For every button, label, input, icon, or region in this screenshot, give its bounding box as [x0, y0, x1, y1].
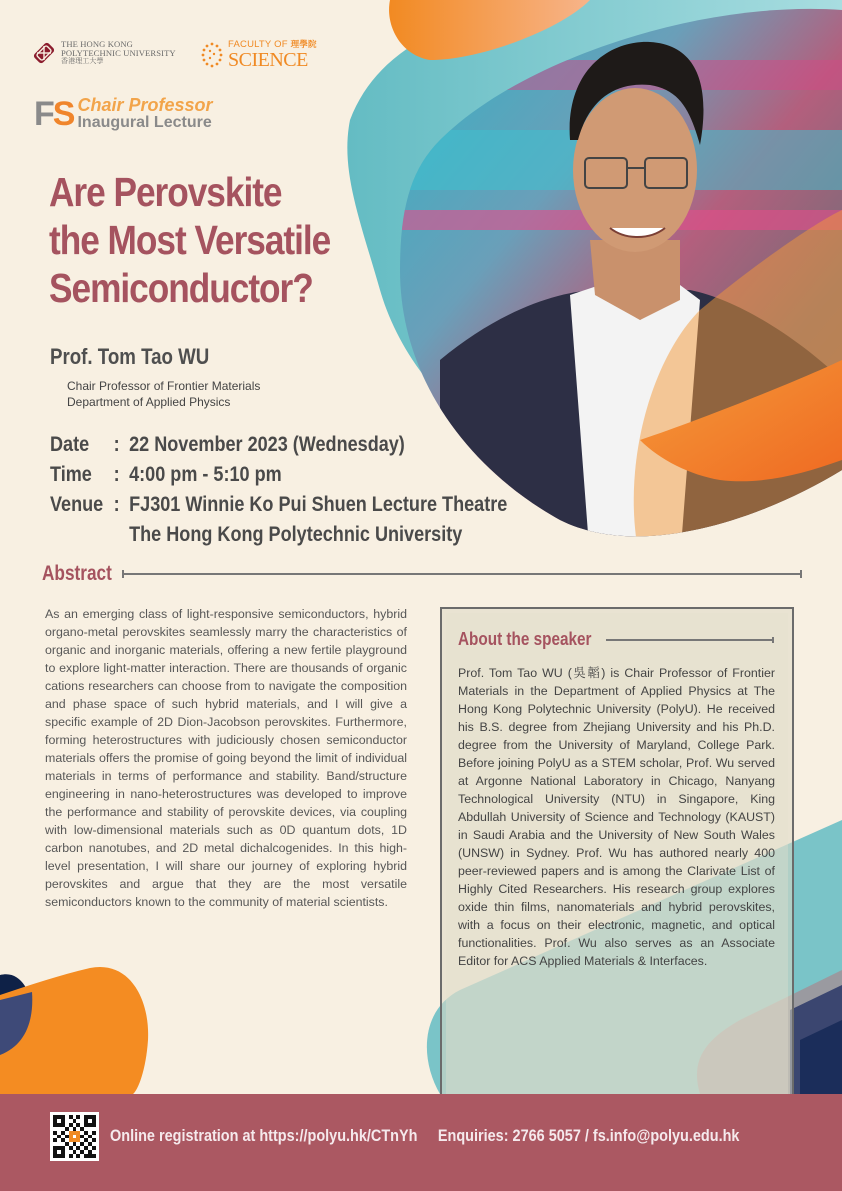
fos-logo-line1: FACULTY OF: [228, 39, 288, 51]
series-badge-line2: Inaugural Lecture: [77, 114, 212, 131]
series-badge: [34, 96, 213, 131]
time-label: Time: [50, 463, 92, 486]
abstract-body: As an emerging class of light-responsive semiconductors, hybrid organo-metal perovskites seamlessly marry the characteristics of organic and inorganic materials, offering a new fertile playground to explore light-matter interaction. There are thousands of organic cations researchers can choose from to navigate the composition and phase space of such hybrid materials, and I will give a specific example of 2D Dion-Jacobson perovskites. Furthermore, forming heterostructures with judiciously chosen semiconductor materials offers the promise of going beyond the limit of individual materials in terms of performance and stability. Band/structure engineering in nano-heterostructures was developed to improve the performance and stability of perovskite devices, via coupling with low-dimensional materials such as 0D quantum dots, 1D carbon nanotubes, and 2D metal dichalcogenides. In this high-level presentation, I will share our journey of exploring hybrid perovskites and argue that they are the most versatile semiconductors known to the community of material scientists.: [45, 607, 407, 909]
polyu-logo-line1: THE HONG KONG: [61, 39, 133, 49]
polyu-knot-icon: [32, 41, 56, 65]
date-value: 22 November 2023 (Wednesday): [129, 433, 405, 456]
science-dots-icon: [200, 40, 224, 70]
venue-value-line1: FJ301 Winnie Ko Pui Shuen Lecture Theatre: [129, 493, 508, 516]
arrow-line: [606, 639, 774, 641]
lecture-title: [49, 168, 384, 312]
date-row: Date : 22 November 2023 (Wednesday): [50, 430, 507, 460]
registration-link[interactable]: Online registration at https://polyu.hk/CTnYh: [110, 1126, 418, 1145]
footer-bar: [0, 1094, 842, 1191]
polyu-logo-line2: POLYTECHNIC UNIVERSITY: [61, 47, 176, 58]
title-line-3: Semiconductor?: [49, 265, 313, 311]
series-badge-line1: Chair Professor: [77, 95, 213, 115]
event-details: [50, 430, 507, 550]
about-speaker-body: Prof. Tom Tao WU (吳韜) is Chair Professor of Frontier Materials in the Department of Applied Physics at The Hong Kong Polytechnic University (PolyU). He received his B.S. degree from Zhejiang University and his Ph.D. degree from the University of Maryland, College Park. Before joining PolyU as a STEM scholar, Prof. Wu served at Argonne National Laboratory in Chicago, Nanyang Technological University (NTU) in Singapore, King Abdullah University of Science and Technology (KAUST) in Saudi Arabia and the University of New South Wales (UNSW) in Sydney. Prof. Wu has authored nearly 400 peer-reviewed papers and is among the Clarivate List of Highly Cited Researchers. His research group explores oxide thin films, nanomaterials and hybrid perovskites, with a focus on their electronic, magnetic, and optical functionalities. Prof. Wu also serves as an Associate Editor for ACS Applied Materials & Interfaces.: [458, 666, 775, 968]
fos-logo-line1-cn: 理學院: [290, 40, 317, 51]
venue-value-line2: The Hong Kong Polytechnic University: [129, 523, 463, 546]
polyu-logo: [32, 40, 176, 66]
abstract-heading: Abstract: [42, 562, 802, 586]
venue-label: Venue: [50, 493, 104, 516]
fos-logo-line2: SCIENCE: [228, 48, 308, 71]
polyu-logo-line3: 香港理工大學: [61, 57, 104, 66]
title-line-2: the Most Versatile: [49, 217, 331, 263]
time-row: Time : 4:00 pm - 5:10 pm: [50, 460, 507, 490]
venue-row: Venue : FJ301 Winnie Ko Pui Shuen Lecture Theatre: [50, 490, 507, 520]
fs-monogram: FS: [34, 94, 74, 133]
footer-contact: [110, 1126, 739, 1146]
date-label: Date: [50, 433, 90, 456]
faculty-of-science-logo: [200, 40, 317, 70]
speaker-name: Prof. Tom Tao WU: [50, 344, 210, 369]
speaker-role-line2: Department of Applied Physics: [67, 395, 231, 409]
qr-code-icon[interactable]: [50, 1112, 99, 1161]
speaker-role: [67, 378, 260, 410]
speaker-role-line1: Chair Professor of Frontier Materials: [67, 379, 261, 393]
time-value: 4:00 pm - 5:10 pm: [129, 463, 282, 486]
about-speaker-heading: About the speaker: [458, 629, 774, 650]
divider-line: [122, 573, 802, 575]
title-line-1: Are Perovskite: [49, 169, 282, 215]
enquiries-text: Enquiries: 2766 5057 / fs.info@polyu.edu.hk: [437, 1126, 740, 1145]
